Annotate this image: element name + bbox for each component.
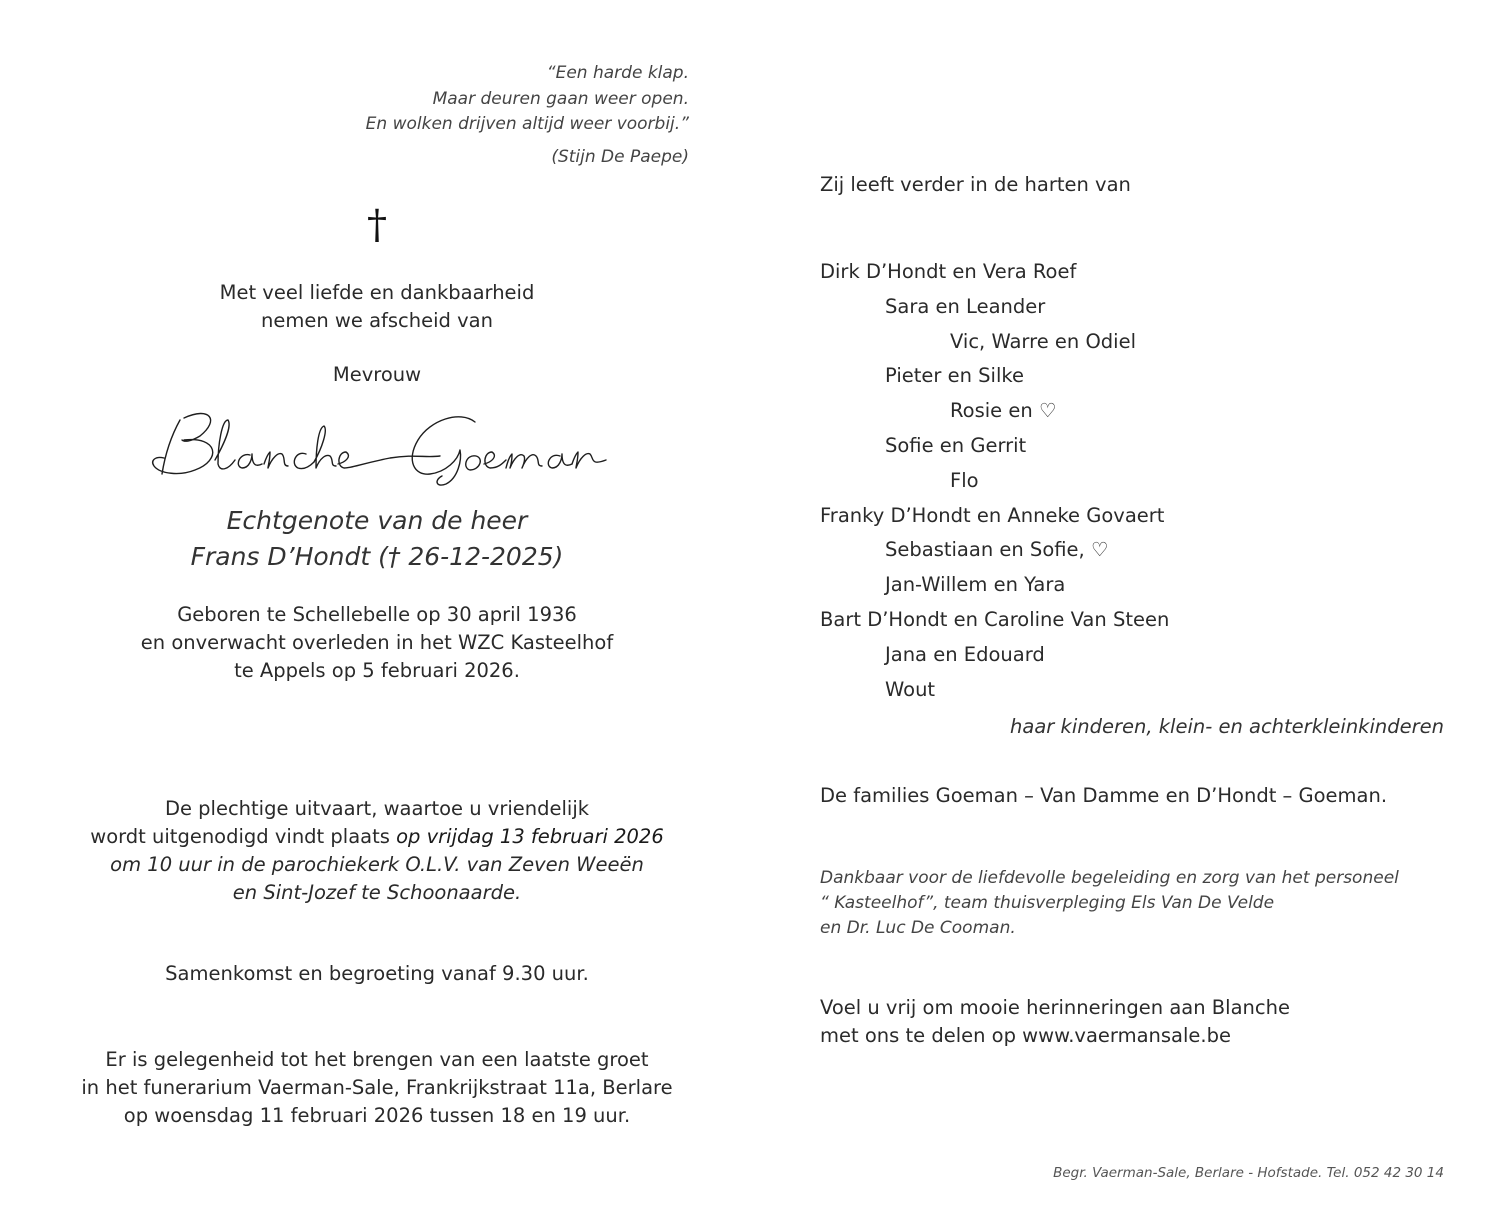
opening-quote: [366, 61, 689, 138]
birth-line: en onverwacht overleden in het WZC Kasteelhof: [140, 631, 614, 654]
thanks-line: en Dr. Luc De Cooman.: [820, 918, 1016, 938]
funeral-line-plain: wordt uitgenodigd vindt plaats: [90, 825, 397, 848]
family-member: Wout: [885, 677, 936, 701]
visit-line: in het funerarium Vaerman-Sale, Frankrijkstraat 11a, Berlare: [81, 1076, 673, 1099]
quote-line: “Een harde klap.: [546, 63, 689, 83]
funeral-location-line: en Sint-Jozef te Schoonaarde.: [232, 881, 522, 904]
funeral-date: op vrijdag 13 februari 2026: [396, 825, 664, 848]
funeral-line: De plechtige uitvaart, waartoe u vriendelijk: [164, 797, 590, 820]
birth-line: Geboren te Schellebelle op 30 april 1936: [177, 603, 577, 626]
funeral-location-line: om 10 uur in de parochiekerk O.L.V. van Zeven Weeën: [110, 853, 644, 876]
undertaker-footer: Begr. Vaerman-Sale, Berlare - Hofstade. Tel. 052 42 30 14: [1053, 1165, 1444, 1181]
family-member: Sara en Leander: [885, 294, 1046, 318]
visitation-info: [77, 1046, 677, 1130]
visit-line: Er is gelegenheid tot het brengen van een laatste groet: [105, 1048, 649, 1071]
gathering-info: Samenkomst en begroeting vanaf 9.30 uur.: [165, 962, 589, 985]
family-member: Rosie en ♡: [950, 399, 1057, 423]
families-line: De families Goeman – Van Damme en D’Hondt – Goeman.: [820, 784, 1388, 807]
family-member: Franky D’Hondt en Anneke Govaert: [820, 503, 1165, 527]
intro-text: [77, 279, 677, 335]
family-member: Sebastiaan en Sofie, ♡: [885, 538, 1109, 562]
funeral-line: [77, 823, 677, 851]
family-member: Pieter en Silke: [885, 364, 1024, 388]
family-member: Flo: [950, 468, 979, 492]
family-member: Dirk D’Hondt en Vera Roef: [820, 260, 1077, 283]
spouse-info: [77, 503, 677, 575]
funeral-info: [77, 795, 677, 907]
intro-line: nemen we afscheid van: [261, 309, 493, 332]
relation-caption: haar kinderen, klein- en achterkleinkinderen: [1010, 715, 1444, 738]
thanks-line: “ Kasteelhof”, team thuisverpleging Els Van De Velde: [820, 893, 1275, 913]
visit-line: op woensdag 11 februari 2026 tussen 18 en 19 uur.: [123, 1104, 631, 1127]
thanks-line: Dankbaar voor de liefdevolle begeleiding en zorg van het personeel: [820, 868, 1399, 888]
spouse-line: Echtgenote van de heer: [226, 506, 528, 535]
memories-line: met ons te delen op www.vaermansale.be: [820, 1024, 1231, 1047]
family-member: Sofie en Gerrit: [885, 434, 1027, 457]
intro-line: Met veel liefde en dankbaarheid: [219, 281, 535, 304]
birth-death-info: [77, 601, 677, 685]
title-mevrouw: Mevrouw: [332, 363, 422, 386]
family-member: Bart D’Hondt en Caroline Van Steen: [820, 608, 1170, 631]
thanks-note: [820, 866, 1399, 941]
quote-line: En wolken drijven altijd weer voorbij.”: [365, 114, 689, 134]
cross-icon: †: [367, 202, 387, 248]
quote-line: Maar deuren gaan weer open.: [432, 88, 689, 109]
memories-line: Voel u vrij om mooie herinneringen aan Blanche: [820, 996, 1290, 1019]
family-member: Jana en Edouard: [885, 642, 1045, 666]
lives-on-heading: Zij leeft verder in de harten van: [820, 173, 1131, 196]
memories-note: [820, 994, 1290, 1050]
deceased-name-signature: [140, 400, 620, 490]
family-member: Vic, Warre en Odiel: [950, 329, 1137, 353]
birth-line: te Appels op 5 februari 2026.: [234, 659, 520, 682]
spouse-line: Frans D’Hondt († 26-12-2025): [190, 542, 564, 571]
quote-author: (Stijn De Paepe): [551, 147, 689, 167]
family-member: Jan-Willem en Yara: [885, 573, 1066, 597]
